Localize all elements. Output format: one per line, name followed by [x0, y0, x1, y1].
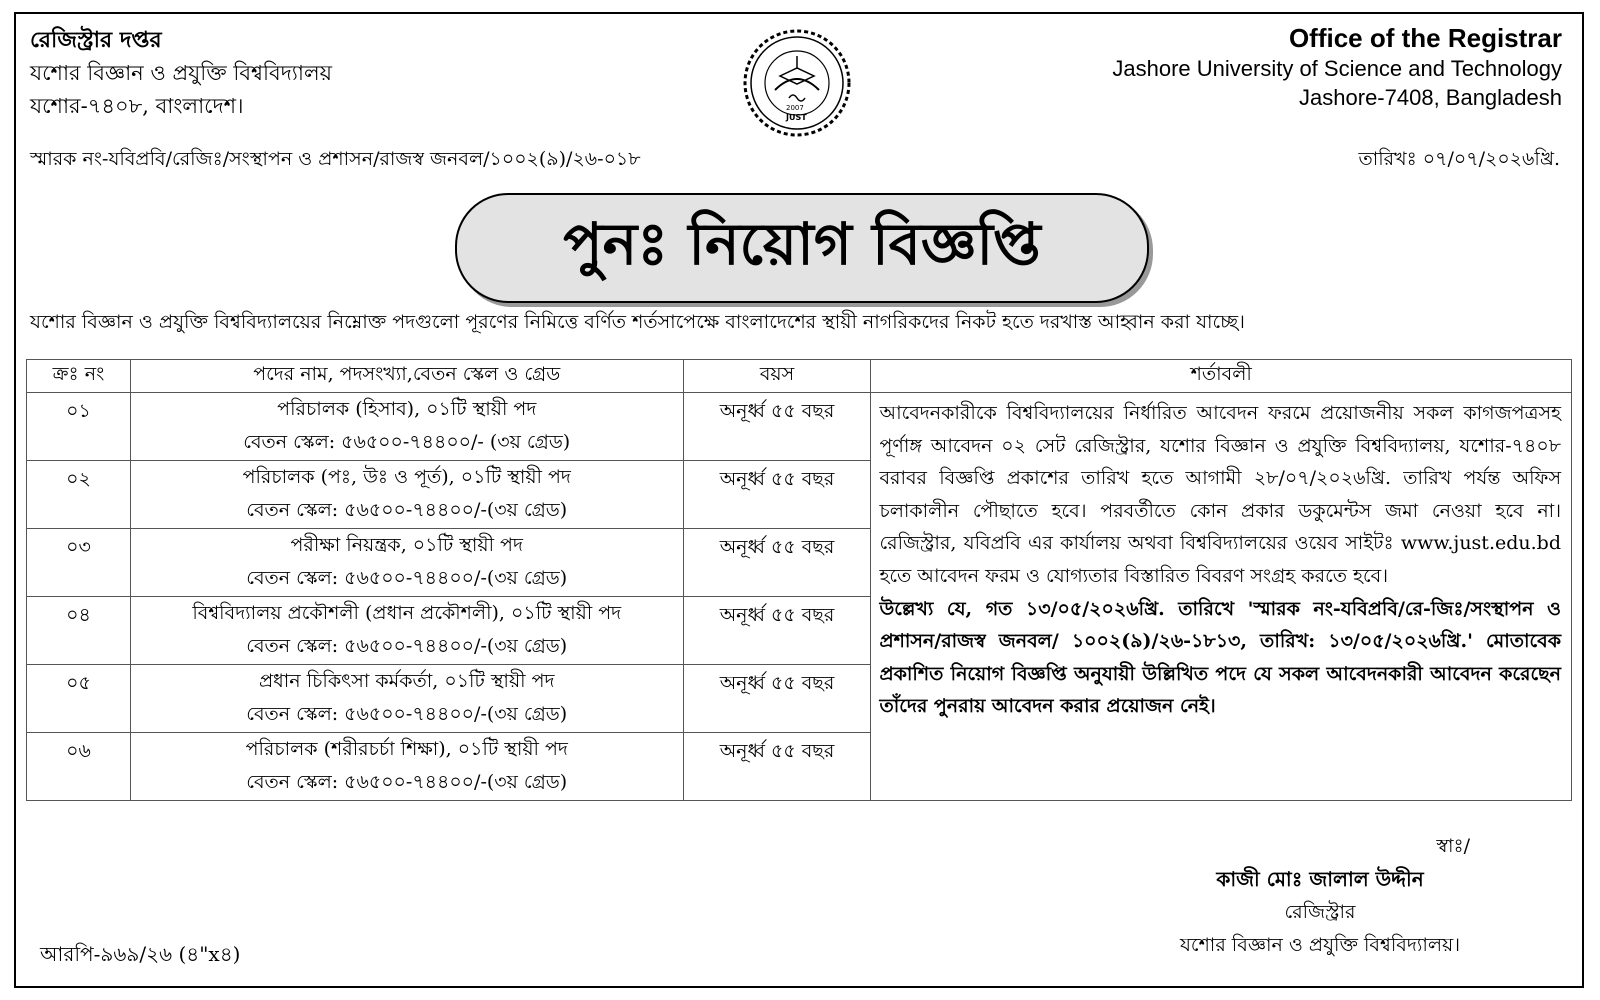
pay-scale: বেতন স্কেল: ৫৬৫০০-৭৪৪০০/-(৩য় গ্রেড) [246, 771, 568, 793]
seal-abbr: JUST [786, 113, 807, 122]
seal-year: 2007 [786, 104, 804, 112]
signatory-name: কাজী মোঃ জালাল উদ্দীন [1216, 867, 1424, 891]
table-row [27, 393, 1572, 461]
post-name: পরীক্ষা নিয়ন্ত্রক, ০১টি স্থায়ী পদ [290, 534, 523, 556]
university-name-en: Jashore University of Science and Technology [1112, 56, 1562, 81]
serial-cell: ০৫ [27, 665, 131, 733]
signature-block [1130, 830, 1510, 962]
age-cell: অনূর্ধ্ব ৫৫ বছর [683, 529, 871, 597]
age-cell: অনূর্ধ্ব ৫৫ বছর [683, 393, 871, 461]
university-name-bn: যশোর বিজ্ঞান ও প্রযুক্তি বিশ্ববিদ্যালয় [30, 61, 332, 85]
signatory-org: যশোর বিজ্ঞান ও প্রযুক্তি বিশ্ববিদ্যালয়। [1179, 934, 1460, 956]
post-cell [130, 461, 683, 529]
post-cell [130, 665, 683, 733]
intro-text: যশোর বিজ্ঞান ও প্রযুক্তি বিশ্ববিদ্যালয়ের নিম্নোক্ত পদগুলো পূরণের নিমিত্তে বর্ণিত শর্তসাপেক্ষে বাংলাদেশের স্থায়ী নাগরিকদের নিকট হতে দরখাস্ত আহ্বান করা যাচ্ছে। [30, 311, 1245, 333]
pay-scale: বেতন স্কেল: ৫৬৫০০-৭৪৪০০/-(৩য় গ্রেড) [246, 567, 568, 589]
col-serial: ক্রঃ নং [27, 360, 131, 393]
reference-code: আরপি-৯৬৯/২৬ (৪"x৪) [40, 942, 241, 966]
post-name: পরিচালক (পঃ, উঃ ও পূর্ত), ০১টি স্থায়ী পদ [242, 466, 571, 488]
age-cell: অনূর্ধ্ব ৫৫ বছর [683, 665, 871, 733]
terms-paragraph-2: উল্লেখ্য যে, গত ১৩/০৫/২০২৬খ্রি. তারিখে 'স্মারক নং-যবিপ্রবি/রে-জিঃ/সংস্থাপন ও প্রশাসন/রাজস্ব জনবল/ ১০০২(৯)/২৬-১৮১৩, তারিখ: ১৩/০৫/২০২৬খ্রি.' মোতাবেক প্রকাশিত নিয়োগ বিজ্ঞপ্তি অনুযায়ী উল্লিখিত পদে যে সকল আবেদনকারী আবেদন করেছেন তাঁদের পুনরায় আবেদন করার প্রয়োজন নেই। [879, 597, 1561, 718]
terms-cell [871, 393, 1572, 801]
pay-scale: বেতন স্কেল: ৫৬৫০০-৭৪৪০০/-(৩য় গ্রেড) [246, 635, 568, 657]
post-cell [130, 393, 683, 461]
post-cell [130, 733, 683, 801]
address-bn: যশোর-৭৪০৮, বাংলাদেশ। [30, 94, 244, 118]
col-post: পদের নাম, পদসংখ্যা,বেতন স্কেল ও গ্রেড [130, 360, 683, 393]
serial-cell: ০৩ [27, 529, 131, 597]
serial-cell: ০৬ [27, 733, 131, 801]
post-name: পরিচালক (হিসাব), ০১টি স্থায়ী পদ [277, 398, 537, 420]
serial-cell: ০২ [27, 461, 131, 529]
positions-table [26, 359, 1572, 801]
col-age: বয়স [683, 360, 871, 393]
age-cell: অনূর্ধ্ব ৫৫ বছর [683, 461, 871, 529]
serial-cell: ০১ [27, 393, 131, 461]
terms-paragraph-1: আবেদনকারীকে বিশ্ববিদ্যালয়ের নির্ধারিত আবেদন ফরমে প্রয়োজনীয় সকল কাগজপত্রসহ পূর্ণাঙ্গ আবেদন ০২ সেট রেজিস্ট্রার, যশোর বিজ্ঞান ও প্রযুক্তি বিশ্ববিদ্যালয়, যশোর-৭৪০৮ বরাবর বিজ্ঞপ্তি প্রকাশের তারিখ হতে আগামী ২৮/০৭/২০২৬খ্রি. তারিখ পর্যন্ত অফিস চলাকালীন পৌছাতে হবে। পরবর্তীতে কোন প্রকার ডকুমেন্টস জমা নেওয়া হবে না। রেজিস্ট্রার, যবিপ্রবি এর কার্যালয় অথবা বিশ্ববিদ্যালয়ের ওয়েব সাইটঃ www.just.edu.bd হতে আবেদন ফরম ও যোগ্যতার বিস্তারিত বিবরণ সংগ্রহ করতে হবে। [879, 402, 1561, 587]
pay-scale: বেতন স্কেল: ৫৬৫০০-৭৪৪০০/-(৩য় গ্রেড) [246, 703, 568, 725]
university-seal-icon [742, 28, 852, 138]
post-name: প্রধান চিকিৎসা কর্মকর্তা, ০১টি স্থায়ী পদ [258, 670, 555, 692]
col-terms: শর্তাবলী [871, 360, 1572, 393]
memo-number: স্মারক নং-যবিপ্রবি/রেজিঃ/সংস্থাপন ও প্রশাসন/রাজস্ব জনবল/১০০২(৯)/২৬-০১৮ [30, 148, 641, 170]
address-en: Jashore-7408, Bangladesh [1299, 85, 1562, 110]
signatory-designation: রেজিস্ট্রার [1284, 901, 1356, 923]
notice-title: পুনঃ নিয়োগ বিজ্ঞপ্তি [563, 209, 1041, 278]
age-cell: অনূর্ধ্ব ৫৫ বছর [683, 733, 871, 801]
serial-cell: ০৪ [27, 597, 131, 665]
age-cell: অনূর্ধ্ব ৫৫ বছর [683, 597, 871, 665]
notice-title-banner [455, 193, 1149, 303]
post-name: পরিচালক (শরীরচর্চা শিক্ষা), ০১টি স্থায়ী পদ [245, 738, 568, 760]
post-cell [130, 597, 683, 665]
post-cell [130, 529, 683, 597]
pay-scale: বেতন স্কেল: ৫৬৫০০-৭৪৪০০/-(৩য় গ্রেড) [246, 499, 568, 521]
signature-mark: স্বাঃ/ [1436, 835, 1470, 857]
office-header-en [1112, 22, 1562, 112]
notice-date: তারিখঃ ০৭/০৭/২০২৬খ্রি. [1358, 148, 1560, 170]
table-header-row [27, 360, 1572, 393]
office-header-bn [30, 24, 332, 123]
post-name: বিশ্ববিদ্যালয় প্রকৌশলী (প্রধান প্রকৌশলী), ০১টি স্থায়ী পদ [192, 602, 622, 624]
office-title-bn: রেজিস্ট্রার দপ্তর [30, 27, 162, 53]
pay-scale: বেতন স্কেল: ৫৬৫০০-৭৪৪০০/- (৩য় গ্রেড) [243, 431, 571, 453]
office-title-en: Office of the Registrar [1288, 23, 1562, 53]
